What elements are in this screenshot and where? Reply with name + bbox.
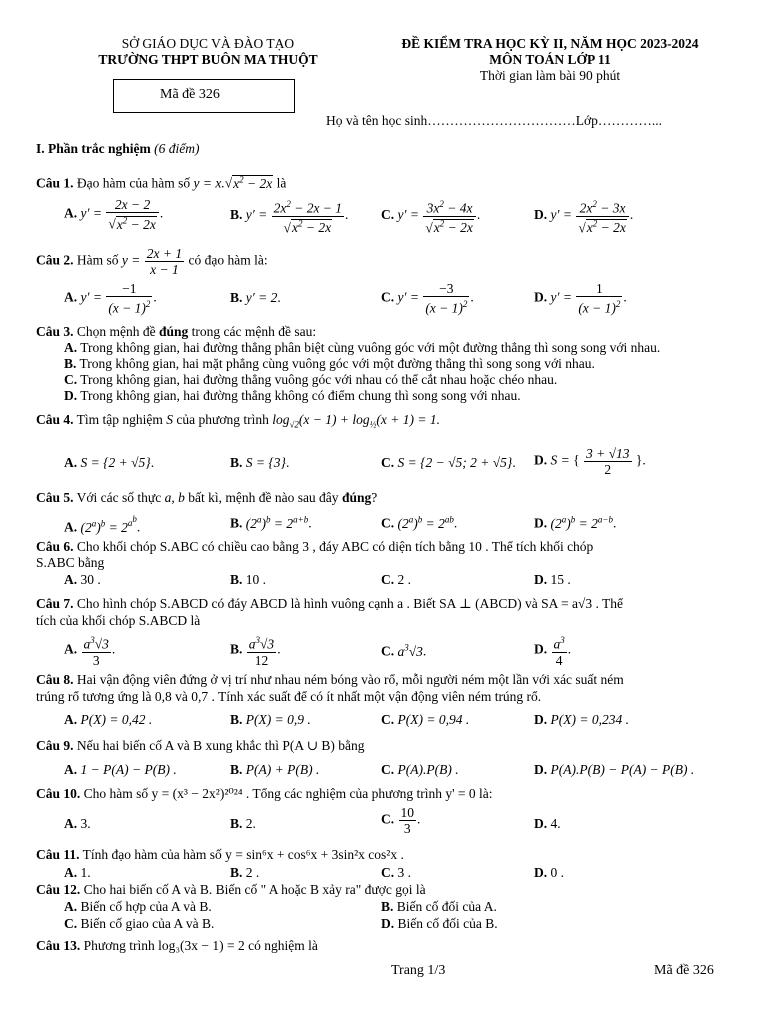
- q3-option-c[interactable]: C. Trong không gian, hai đường thẳng vuông góc với nhau có thể cắt nhau hoặc chéo nhau.: [64, 372, 558, 387]
- question-2: Câu 2. Hàm số y = $\frac{2x + 1}{x - 1}$ có đạo hàm là:: [36, 246, 268, 277]
- q12-option-a[interactable]: A. Biến cố hợp của A và B.: [64, 899, 212, 914]
- q8-option-b[interactable]: B. P(X) = 0,9 .: [230, 712, 311, 727]
- q7-option-c[interactable]: C. $a^3√3$.: [381, 642, 427, 659]
- q10-option-b[interactable]: B. 2.: [230, 816, 256, 831]
- q6-option-d[interactable]: D. 15 .: [534, 572, 571, 587]
- exam-code: Mã đề 326: [160, 87, 220, 102]
- q6-option-b[interactable]: B. 10 .: [230, 572, 267, 587]
- q5-option-b[interactable]: B. $(2^a)^b = 2^{a+b}$.: [230, 514, 312, 531]
- q12-option-c[interactable]: C. Biến cố giao của A và B.: [64, 916, 215, 931]
- exam-duration: Thời gian làm bài 90 phút: [479, 68, 621, 83]
- subject-title: MÔN TOÁN LỚP 11: [489, 52, 611, 67]
- q1-option-b[interactable]: B. y′ = $\frac{2x^2 - 2x - 1}{√x^2 - 2x}$ .: [230, 199, 349, 235]
- q10-option-c[interactable]: C. $\frac{10}{3}$ .: [381, 805, 421, 836]
- question-7-cont: tích của khối chóp S.ABCD là: [36, 613, 201, 628]
- question-12: Câu 12. Cho hai biến cố A và B. Biến cố " A hoặc B xảy ra" được gọi là: [36, 882, 426, 897]
- footer-exam-code: Mã đề 326: [654, 963, 714, 978]
- q3-option-a[interactable]: A. Trong không gian, hai đường thẳng phân biệt cùng vuông góc với một đường thẳng thì song song với nhau.: [64, 340, 661, 355]
- q4-option-c[interactable]: C. S = {2 − √5; 2 + √5}.: [381, 455, 516, 470]
- exam-title: ĐỀ KIỂM TRA HỌC KỲ II, NĂM HỌC 2023-2024: [401, 36, 699, 51]
- question-1: Câu 1. Đạo hàm của hàm số $y = x.√x^2 - 2x$ là: [36, 174, 287, 191]
- question-4: Câu 4. Tìm tập nghiệm S của phương trình $\log_{√2}(x - 1) + \log_{\frac{1}{2}}(x + 1) = 1$.: [36, 412, 440, 430]
- q7-option-d[interactable]: D. $\frac{a^3}{4}$ .: [534, 635, 572, 668]
- q9-option-a[interactable]: A. 1 − P(A) − P(B) .: [64, 762, 177, 777]
- q11-option-d[interactable]: D. 0 .: [534, 865, 564, 880]
- q9-option-c[interactable]: C. P(A).P(B) .: [381, 762, 459, 777]
- q5-option-c[interactable]: C. $(2^a)^b = 2^{ab}$.: [381, 514, 458, 531]
- q7-option-b[interactable]: B. $\frac{a^3√3}{12}$ .: [230, 635, 281, 668]
- q8-option-d[interactable]: D. P(X) = 0,234 .: [534, 712, 629, 727]
- question-6: Câu 6. Cho khối chóp S.ABC có chiều cao bằng 3 , đáy ABC có diện tích bằng 10 . Thể tích khối chóp: [36, 539, 594, 554]
- question-8-cont: trúng rổ tương ứng là 0,8 và 0,7 . Tính xác suất để có ít nhất một vận động viên ném trúng rổ.: [36, 689, 542, 704]
- q2-option-d[interactable]: D. y′ = $\frac{1}{(x - 1)^2}$ .: [534, 281, 627, 316]
- q9-option-d[interactable]: D. P(A).P(B) − P(A) − P(B) .: [534, 762, 695, 777]
- question-3: Câu 3. Chọn mệnh đề đúng trong các mệnh đề sau:: [36, 324, 317, 339]
- q3-option-d[interactable]: D. Trong không gian, hai đường thẳng không có điểm chung thì song song với nhau.: [64, 388, 521, 403]
- q8-option-a[interactable]: A. P(X) = 0,42 .: [64, 712, 153, 727]
- q3-option-b[interactable]: B. Trong không gian, hai mặt phẳng cùng vuông góc với một đường thẳng thì song song với nhau.: [64, 356, 595, 371]
- q2-option-a[interactable]: A. y′ = $\frac{-1}{(x - 1)^2}$ .: [64, 281, 157, 316]
- q1-option-c[interactable]: C. y′ = $\frac{3x^2 - 4x}{√x^2 - 2x}$ .: [381, 199, 481, 235]
- q5-option-d[interactable]: D. $(2^a)^b = 2^{a-b}$.: [534, 514, 617, 531]
- q11-option-c[interactable]: C. 3 .: [381, 865, 411, 880]
- q12-option-d[interactable]: D. Biến cố đối của B.: [381, 916, 498, 931]
- q9-option-b[interactable]: B. P(A) + P(B) .: [230, 762, 320, 777]
- question-11: Câu 11. Tính đạo hàm của hàm số y = sin⁶x + cos⁶x + 3sin²x cos²x .: [36, 847, 404, 862]
- section-title: I. Phần trắc nghiệm (6 điểm): [36, 141, 200, 156]
- question-8: Câu 8. Hai vận động viên đứng ở vị trí như nhau ném bóng vào rổ, mỗi người ném một lần với xác suất ném: [36, 672, 624, 687]
- q6-option-c[interactable]: C. 2 .: [381, 572, 411, 587]
- q10-option-d[interactable]: D. 4.: [534, 816, 561, 831]
- question-9: Câu 9. Nếu hai biến cố A và B xung khắc thì P(A ∪ B) bằng: [36, 738, 365, 753]
- q1-option-a[interactable]: A. y′ = $\frac{2x - 2}{√x^2 - 2x}$ .: [64, 197, 164, 232]
- q10-option-a[interactable]: A. 3.: [64, 816, 91, 831]
- question-6-cont: S.ABC bằng: [36, 555, 105, 570]
- q2-option-b[interactable]: B. y′ = 2.: [230, 290, 281, 305]
- question-10: Câu 10. Cho hàm số y = (x³ − 2x²)²⁰²⁴ . Tổng các nghiệm của phương trình y' = 0 là:: [36, 786, 493, 801]
- question-7: Câu 7. Cho hình chóp S.ABCD có đáy ABCD là hình vuông cạnh a . Biết SA ⊥ (ABCD) và SA = a√3 . Thể: [36, 596, 623, 611]
- student-info-line: Họ và tên học sinh……………………………Lớp…………...: [326, 113, 662, 128]
- question-5: Câu 5. Với các số thực a, b bất kì, mệnh đề nào sau đây đúng?: [36, 490, 378, 505]
- q11-option-a[interactable]: A. 1.: [64, 865, 91, 880]
- department-name: SỞ GIÁO DỤC VÀ ĐÀO TẠO: [121, 36, 295, 51]
- q4-option-b[interactable]: B. S = {3}.: [230, 455, 290, 470]
- q8-option-c[interactable]: C. P(X) = 0,94 .: [381, 712, 470, 727]
- q2-option-c[interactable]: C. y′ = $\frac{-3}{(x - 1)^2}$ .: [381, 281, 474, 316]
- q12-option-b[interactable]: B. Biến cố đối của A.: [381, 899, 497, 914]
- question-13: Câu 13. Phương trình log₃(3x − 1) = 2 có nghiệm là: [36, 938, 318, 953]
- q5-option-a[interactable]: A. $(2^a)^b = 2^{a^b}$.: [64, 514, 141, 535]
- q4-option-a[interactable]: A. S = {2 + √5}.: [64, 455, 155, 470]
- school-name: TRƯỜNG THPT BUÔN MA THUỘT: [98, 52, 318, 67]
- page-number: Trang 1/3: [391, 963, 446, 978]
- q4-option-d[interactable]: D. S = { $\frac{3 + √13}{2}$ }.: [534, 446, 646, 477]
- q11-option-b[interactable]: B. 2 .: [230, 865, 260, 880]
- q1-option-d[interactable]: D. y′ = $\frac{2x^2 - 3x}{√x^2 - 2x}$ .: [534, 199, 634, 235]
- q6-option-a[interactable]: A. 30 .: [64, 572, 101, 587]
- q7-option-a[interactable]: A. $\frac{a^3√3}{3}$ .: [64, 635, 116, 668]
